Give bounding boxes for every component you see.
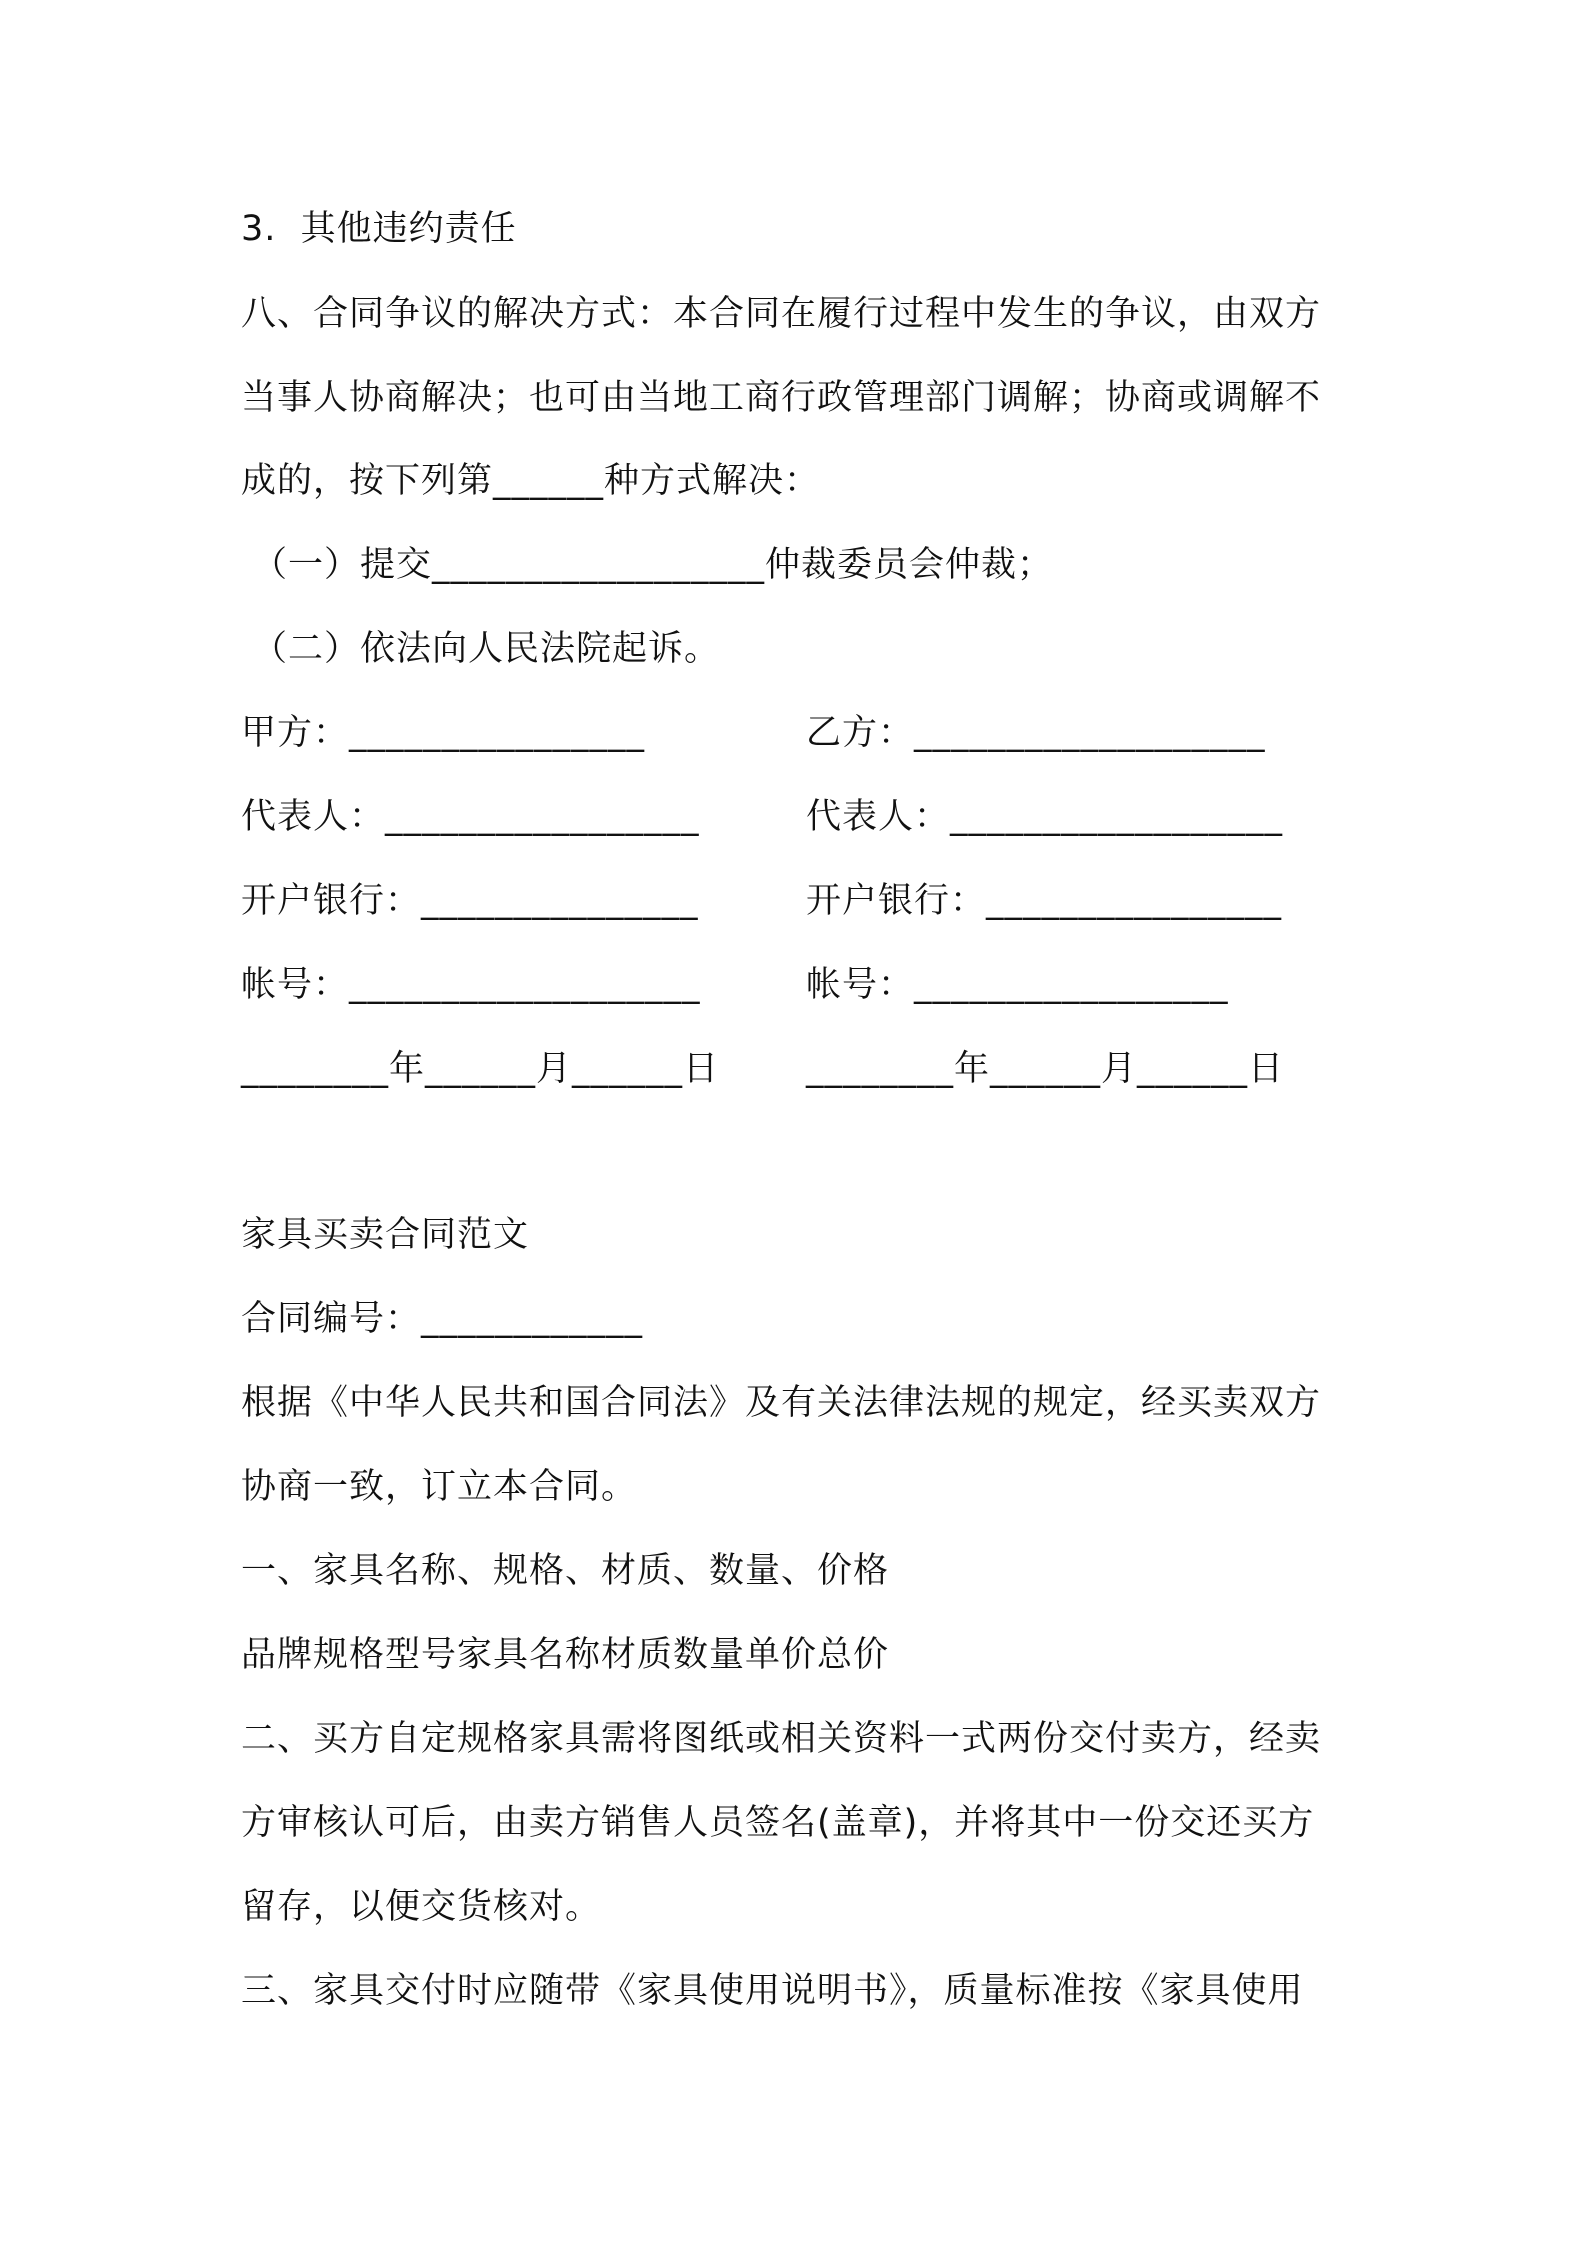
representative-a-field: 代表人：_________________ xyxy=(241,797,700,837)
contract-title: 家具买卖合同范文 xyxy=(241,1215,530,1255)
contract-preamble-line-2: 协商一致，订立本合同。 xyxy=(241,1467,638,1507)
date-b-field: ________年______月______日 xyxy=(806,1049,1285,1089)
clause-8-line-3: 成的，按下列第______种方式解决： xyxy=(241,461,821,501)
option-1: （一）提交__________________仲裁委员会仲裁； xyxy=(252,545,1054,585)
party-a-field: 甲方：________________ xyxy=(241,713,646,753)
date-a-field: ________年______月______日 xyxy=(241,1049,720,1089)
section-2-line-1: 二、买方自定规格家具需将图纸或相关资料一式两份交付卖方，经卖 xyxy=(241,1719,1322,1759)
account-a-field: 帐号：___________________ xyxy=(241,965,701,1005)
party-b-field: 乙方：___________________ xyxy=(806,713,1266,753)
section-1-heading: 一、家具名称、规格、材质、数量、价格 xyxy=(241,1551,890,1591)
section-3-line-1: 三、家具交付时应随带《家具使用说明书》，质量标准按《家具使用 xyxy=(241,1971,1304,2011)
account-b-field: 帐号：_________________ xyxy=(806,965,1229,1005)
section-2-line-2: 方审核认可后，由卖方销售人员签名(盖章)，并将其中一份交还买方 xyxy=(241,1803,1315,1843)
clause-3-heading: 3. 其他违约责任 xyxy=(241,209,517,249)
section-1-table-header: 品牌规格型号家具名称材质数量单价总价 xyxy=(241,1635,890,1675)
clause-8-line-1: 八、合同争议的解决方式：本合同在履行过程中发生的争议，由双方 xyxy=(241,294,1322,334)
representative-b-field: 代表人：__________________ xyxy=(806,797,1284,837)
section-2-line-3: 留存，以便交货核对。 xyxy=(241,1887,602,1927)
bank-b-field: 开户银行：________________ xyxy=(806,881,1283,921)
contract-number: 合同编号：____________ xyxy=(241,1299,644,1339)
bank-a-field: 开户银行：_______________ xyxy=(241,881,699,921)
clause-8-line-2: 当事人协商解决；也可由当地工商行政管理部门调解；协商或调解不 xyxy=(241,378,1322,418)
option-2: （二）依法向人民法院起诉。 xyxy=(252,629,721,669)
contract-preamble-line-1: 根据《中华人民共和国合同法》及有关法律法规的规定，经买卖双方 xyxy=(241,1383,1322,1423)
